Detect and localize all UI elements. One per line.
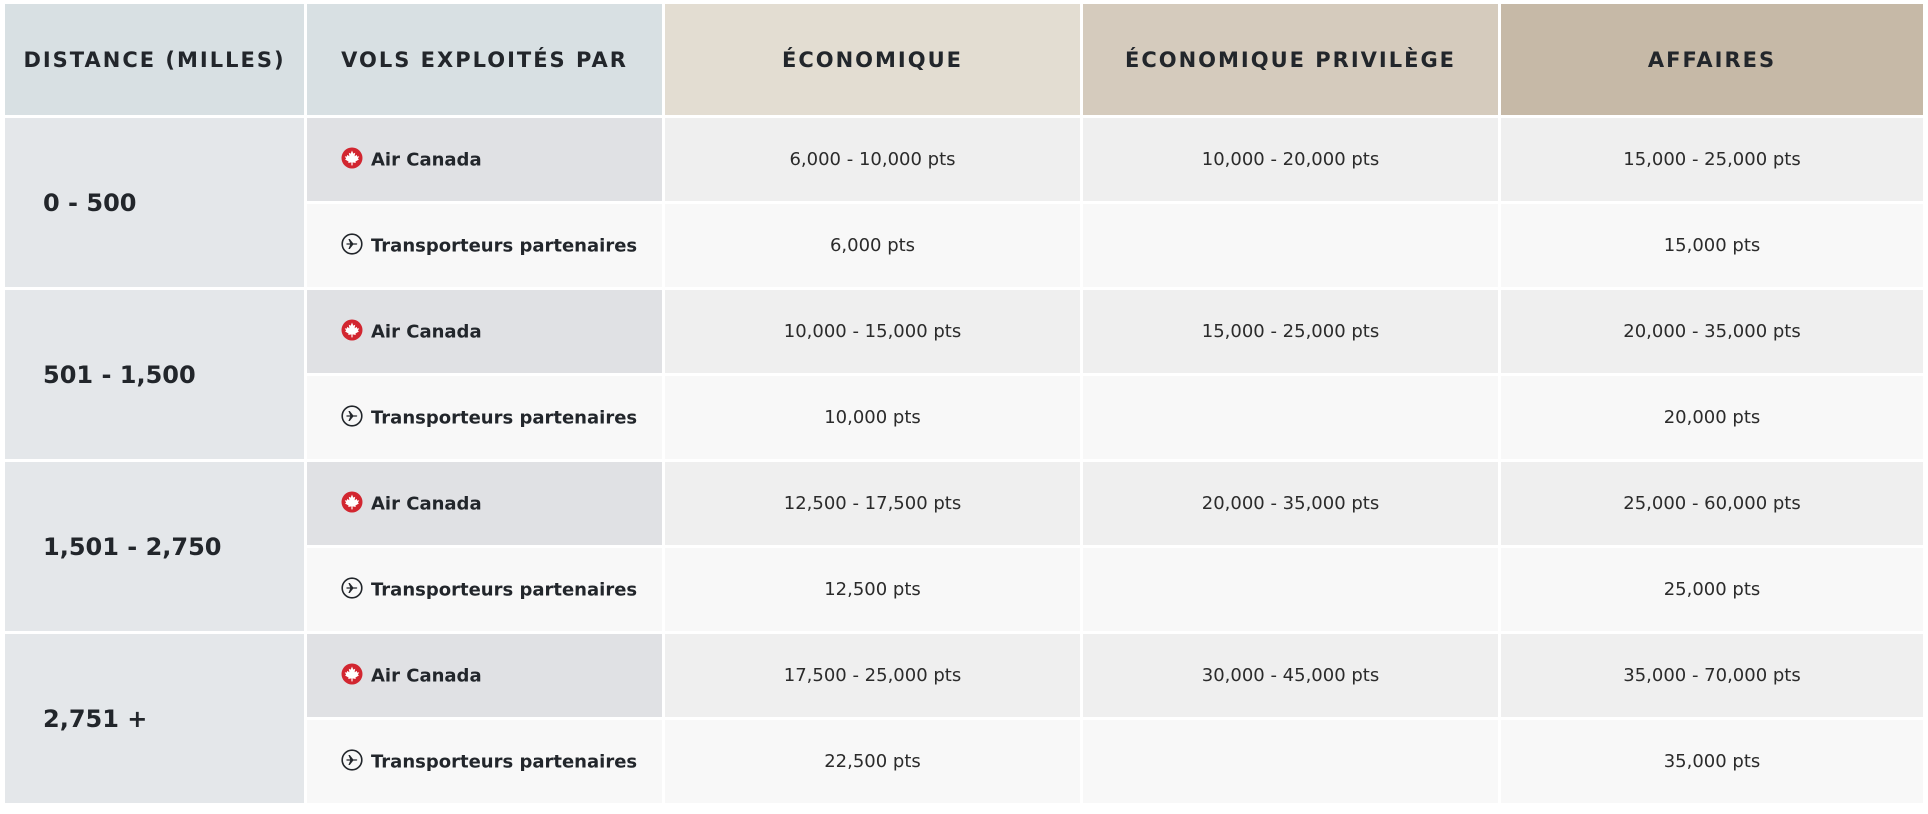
economy-cell: 6,000 - 10,000 pts [665, 118, 1083, 204]
maple-leaf-icon [341, 147, 363, 169]
table-row [5, 634, 1923, 720]
carrier-air-canada [307, 462, 665, 548]
distance-band: 2,751 + [5, 634, 307, 806]
header-distance: DISTANCE (MILLES) [5, 4, 307, 118]
economy-cell: 12,500 - 17,500 pts [665, 462, 1083, 548]
business-cell: 25,000 pts [1501, 548, 1923, 634]
premium-economy-cell: 15,000 - 25,000 pts [1083, 290, 1501, 376]
header-premium-economy: ÉCONOMIQUE PRIVILÈGE [1083, 4, 1501, 118]
carrier-label: Transporteurs partenaires [371, 751, 638, 772]
business-cell: 20,000 pts [1501, 376, 1923, 462]
carrier-label: Air Canada [371, 665, 482, 686]
carrier-partners [307, 376, 665, 462]
carrier-label: Air Canada [371, 149, 482, 170]
table-header-row [5, 4, 1923, 118]
premium-economy-cell [1083, 548, 1501, 634]
distance-band: 1,501 - 2,750 [5, 462, 307, 634]
business-cell: 25,000 - 60,000 pts [1501, 462, 1923, 548]
header-economy: ÉCONOMIQUE [665, 4, 1083, 118]
carrier-air-canada [307, 290, 665, 376]
carrier-partners [307, 204, 665, 290]
airplane-icon [341, 749, 363, 771]
business-cell: 20,000 - 35,000 pts [1501, 290, 1923, 376]
economy-cell: 6,000 pts [665, 204, 1083, 290]
carrier-label: Transporteurs partenaires [371, 235, 638, 256]
maple-leaf-icon [341, 491, 363, 513]
premium-economy-cell: 20,000 - 35,000 pts [1083, 462, 1501, 548]
distance-band: 501 - 1,500 [5, 290, 307, 462]
maple-leaf-icon [341, 663, 363, 685]
carrier-air-canada [307, 634, 665, 720]
header-business: AFFAIRES [1501, 4, 1923, 118]
table-row [5, 462, 1923, 548]
header-operated-by: VOLS EXPLOITÉS PAR [307, 4, 665, 118]
carrier-label: Air Canada [371, 493, 482, 514]
premium-economy-cell: 30,000 - 45,000 pts [1083, 634, 1501, 720]
table-row [5, 118, 1923, 204]
business-cell: 15,000 - 25,000 pts [1501, 118, 1923, 204]
economy-cell: 12,500 pts [665, 548, 1083, 634]
premium-economy-cell [1083, 376, 1501, 462]
airplane-icon [341, 577, 363, 599]
economy-cell: 10,000 pts [665, 376, 1083, 462]
premium-economy-cell [1083, 720, 1501, 806]
maple-leaf-icon [341, 319, 363, 341]
premium-economy-cell [1083, 204, 1501, 290]
carrier-air-canada [307, 118, 665, 204]
airplane-icon [341, 405, 363, 427]
carrier-label: Transporteurs partenaires [371, 579, 638, 600]
economy-cell: 22,500 pts [665, 720, 1083, 806]
carrier-partners [307, 548, 665, 634]
award-chart [5, 4, 1923, 808]
economy-cell: 17,500 - 25,000 pts [665, 634, 1083, 720]
business-cell: 35,000 pts [1501, 720, 1923, 806]
carrier-label: Air Canada [371, 321, 482, 342]
table-row [5, 290, 1923, 376]
business-cell: 35,000 - 70,000 pts [1501, 634, 1923, 720]
airplane-icon [341, 233, 363, 255]
points-table [5, 4, 1923, 806]
business-cell: 15,000 pts [1501, 204, 1923, 290]
premium-economy-cell: 10,000 - 20,000 pts [1083, 118, 1501, 204]
economy-cell: 10,000 - 15,000 pts [665, 290, 1083, 376]
carrier-label: Transporteurs partenaires [371, 407, 638, 428]
distance-band: 0 - 500 [5, 118, 307, 290]
carrier-partners [307, 720, 665, 806]
